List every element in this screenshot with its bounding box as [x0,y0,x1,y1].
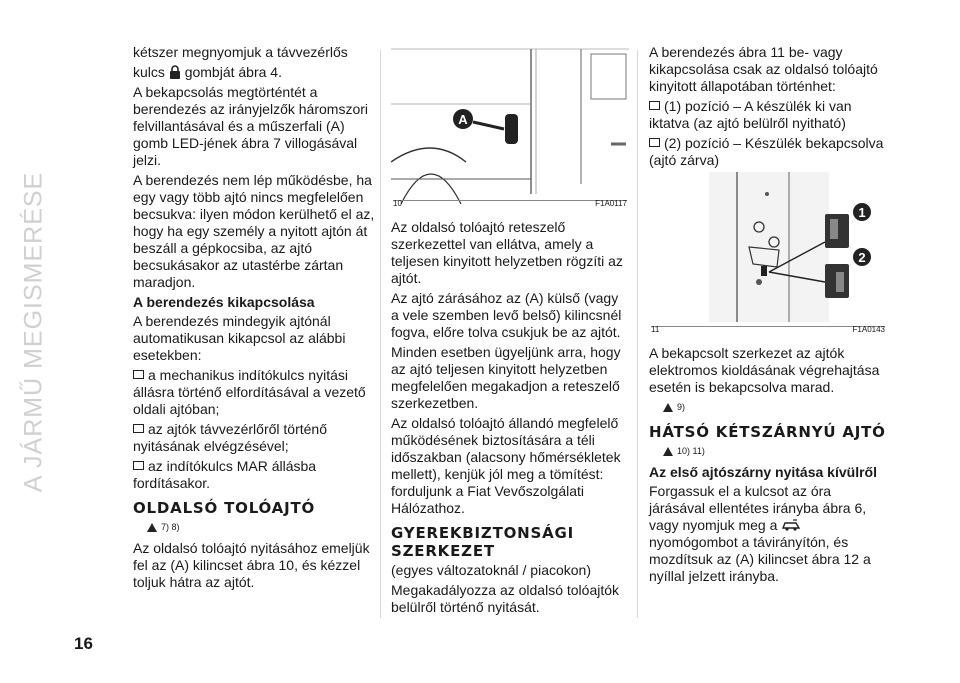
bullet-item: (1) pozíció – A készülék ki van iktatva (az ajtó belülről nyitható) [649,98,852,131]
paragraph: A berendezés mindegyik ajtónál automatikusan kikapcsol az alábbi esetekben: [133,313,346,363]
warning-note: 10) 11) [663,443,889,460]
paragraph: kétszer megnyomjuk a távvezérlős [133,44,348,60]
warning-note: 9) [663,399,889,416]
subheading: A berendezés kikapcsolása [133,294,315,310]
figure-callout-2: 2 [858,250,866,265]
subheading: Az első ajtószárny nyitása kívülről [649,464,877,480]
car-unlock-icon [781,519,801,531]
figure-callout-a: A [458,112,468,127]
paragraph: Az oldalsó tolóajtó nyitásához emeljük fel az (A) kilincset ábra 10, és kézzel toljuk hátra az ajtót. [133,540,370,590]
figure-sliding-door [391,44,629,214]
bullet-item: (2) pozíció – Készülék bekapcsolva (ajtó zárva) [649,135,884,168]
paragraph: Az oldalsó tolóajtó állandó megfelelő működésének biztosítására a téli időszakban (alacsony hőmérsékletek mellett), kenjük jól meg a tömítést: forduljunk a Fiat Vevőszolgálati Hálózathoz. [391,415,621,516]
column-divider [380,50,381,618]
bullet-item: a mechanikus indítókulcs nyitási állásra történő elfordításával a vezető oldali ajtóban; [133,367,366,417]
bullet-icon [133,370,144,379]
section-heading: OLDALSÓ TOLÓAJTÓ [133,499,316,517]
section-heading: GYEREKBIZTONSÁGI SZERKEZET [391,524,575,560]
column-3 [649,44,889,588]
page-number: 16 [74,634,93,653]
paragraph: kulcs gombját ábra 4. [133,64,282,80]
paragraph: Minden esetben ügyeljünk arra, hogy az ajtó teljesen kinyitott helyzetben megfelelően megakadjon a reteszelő szerkezetben. [391,344,621,411]
column-1 [133,44,375,594]
paragraph: A bekapcsolás megtörténtét a berendezés az irányjelzők háromszori felvillantásával és a műszerfali (A) gomb LED-jének ábra 7 villogásával jelzi. [133,84,368,168]
figure-caption [651,321,885,338]
bullet-icon [649,138,660,147]
figure-code: F1A0143 [852,325,885,334]
figure-number: 11 [651,325,660,334]
bullet-icon [649,101,660,110]
column-2 [391,44,629,619]
warning-note: 7) 8) [147,519,375,536]
section-heading: HÁTSÓ KÉTSZÁRNYÚ AJTÓ [649,423,886,441]
lock-icon [169,65,181,79]
figure-number: 10 [393,199,402,208]
warning-icon [663,403,673,412]
bullet-icon [133,424,144,433]
warning-icon [147,523,157,532]
bullet-icon [133,461,144,470]
paragraph: A berendezés ábra 11 be- vagy kikapcsolása csak az oldalsó tolóajtó kinyitott állapotában történhet: [649,44,878,94]
paragraph: Megakadályozza az oldalsó tolóajtók belülről történő nyitását. [391,582,620,615]
figure-caption [393,195,627,212]
bullet-item: az ajtók távvezérlőről történő nyitásának elvégzésével; [133,421,327,454]
paragraph: A berendezés nem lép működésbe, ha egy vagy több ajtó nincs megfelelően becsukva: ilyen módon kerülhető el az, hogy ha egy személy a nyitott ajtón át beszáll a gépkocsiba, az ajtó becsukásakor az utastérbe zártan maradjon. [133,172,375,290]
figure-child-lock [649,172,887,340]
paragraph: A bekapcsolt szerkezet az ajtók elektromos kioldásának végrehajtása esetén is bekapcsolva marad. [649,345,880,395]
van-illustration [391,44,629,204]
column-divider [637,50,638,618]
paragraph: Az ajtó zárásához az (A) külső (vagy a vele szemben levő belső) kilincsnél fogva, előre tolva csukjuk be az ajtót. [391,290,622,340]
warning-icon [663,447,673,456]
paragraph: (egyes változatoknál / piacokon) [391,562,591,578]
paragraph: Forgassuk el a kulcsot az óra járásával ellentétes irányba ábra 6, vagy nyomjuk meg a nyomógombot a távirányítón, és mozdítsuk az (A) kilincset ábra 12 a nyíllal jelzett irányba. [649,483,871,584]
paragraph: Az oldalsó tolóajtó reteszelő szerkezettel van ellátva, amely a teljesen kinyitott helyzetben rögzíti az ajtót. [391,219,623,286]
bullet-item: az indítókulcs MAR állásba fordításakor. [133,458,317,491]
child-lock-illustration [649,172,887,326]
figure-code: F1A0117 [595,199,627,208]
figure-callout-1: 1 [858,205,866,220]
